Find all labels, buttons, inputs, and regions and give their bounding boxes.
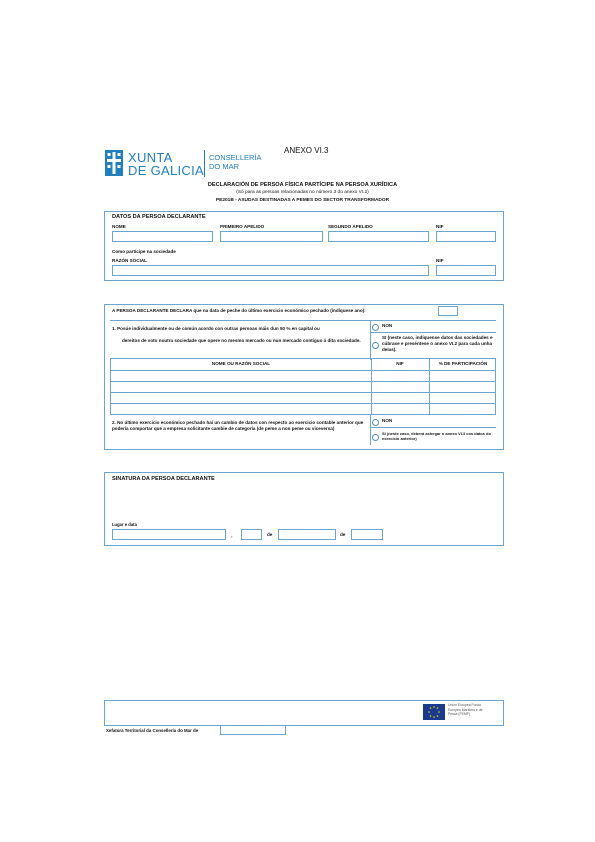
question-2-text: 2. No último exercicio económico pechado hai un cambio de datos con respecto ao exercicio contable anterior que podería comportar que a empresa solicitante cambie de categoría (de peme a non peme ou viceversa) [112,420,364,431]
conselleria-logo-text-1: CONSELLERÍA [209,153,262,162]
section-heading-declarant: DATOS DA PERSOA DECLARANTE [112,214,206,220]
table-header-name: NOME OU RAZÓN SOCIAL [211,361,271,366]
segundo-apelido-label: SEGUNDO APELIDO [328,224,373,229]
q2-si-label: SI (neste caso, deberá achegar o anexo VI.3 cos datos do exercicio anterior) [382,431,491,441]
de-label-2: de [340,532,346,537]
month-field[interactable] [278,529,336,540]
nif2-label: NIF [436,258,444,263]
q2-si-radio[interactable] [372,434,379,441]
question-1-text: 1. Posúe individualmente ou de común acordo con outras persoas máis dun 50 % en capital ou [112,326,320,331]
primeiro-apelido-field[interactable] [220,231,323,242]
place-field[interactable] [112,529,226,540]
razon-social-label: RAZÓN SOCIAL [112,258,147,263]
day-field[interactable] [241,529,262,540]
table-column-divider [429,359,430,414]
divider [370,427,496,428]
table-row [111,370,495,371]
conselleria-logo-text-2: DO MAR [209,162,239,171]
comma-separator: , [231,533,233,539]
q1-non-label: NON [382,323,393,328]
nome-label: NOME [112,224,126,229]
annex-label: ANEXO VI.3 [284,146,329,155]
xunta-logo-text-2: DE GALICIA [128,163,204,178]
de-label-1: de [267,532,273,537]
nif2-field[interactable] [436,265,496,276]
declara-text: A PERSOA DECLARANTE DECLARA que na data de peche do último exercicio económico pechado (indíquese ano): [112,308,366,313]
logo-divider [204,150,205,177]
eu-fund-text: Unión Europea Fondo Europeo Marítimo e de Pesca (FEMP) [448,703,483,716]
divider [370,415,371,445]
place-date-label: Lugar e data [112,522,137,527]
form-subtitle: (Só para as persoas relacionadas no número 3 do anexo VI.2) [236,190,369,195]
year-field[interactable] [438,306,458,316]
q1-si-radio[interactable] [372,342,379,349]
participe-label: Como partícipe na sociedade [112,249,176,254]
divider [110,320,496,321]
nif-label: NIF [436,224,444,229]
table-header-nif: NIF [396,361,404,366]
table-row [111,381,495,382]
segundo-apelido-field[interactable] [328,231,429,242]
q1-non-radio[interactable] [372,324,379,331]
question-1-text-cont: dereitos de voto noutra sociedade que opere no mesmo mercado ou nun mercado contiguo á dita sociedade. [122,338,361,343]
section-heading-signature: SINATURA DA PERSOA DECLARANTE [112,476,215,482]
eu-flag-icon [423,704,445,720]
table-row [111,403,495,404]
jefatura-field[interactable] [220,725,286,735]
divider [370,320,371,360]
jefatura-label: Xefatura Territorial da Consellería do Mar de [106,728,199,733]
q1-si-label: SI (neste caso, indíquense datos das sociedades e cúbrase e preséntese o anexo VI.2 para cada unha delas). [382,335,493,352]
procedure-code: PE201B - AXUDAS DESTINADAS A PEMES DO SECTOR TRANSFORMADOR [215,198,390,203]
xunta-logo-text-1: XUNTA [128,150,173,165]
nome-field[interactable] [112,231,213,242]
razon-social-field[interactable] [112,265,429,276]
q2-non-radio[interactable] [372,419,379,426]
table-row [111,392,495,393]
xunta-logo [105,150,265,180]
q2-non-label: NON [382,418,393,423]
divider [370,332,496,333]
form-title: DECLARACIÓN DE PERSOA FÍSICA PARTÍCIPE NA PERSOA XURÍDICA [207,182,398,188]
xunta-cross-emblem-icon [105,150,123,176]
nif-field[interactable] [436,231,496,242]
participation-table [110,358,496,415]
table-header-percent: % DE PARTICIPACIÓN [438,361,488,366]
signature-year-field[interactable] [351,529,383,540]
table-column-divider [371,359,372,414]
primeiro-apelido-label: PRIMEIRO APELIDO [220,224,265,229]
